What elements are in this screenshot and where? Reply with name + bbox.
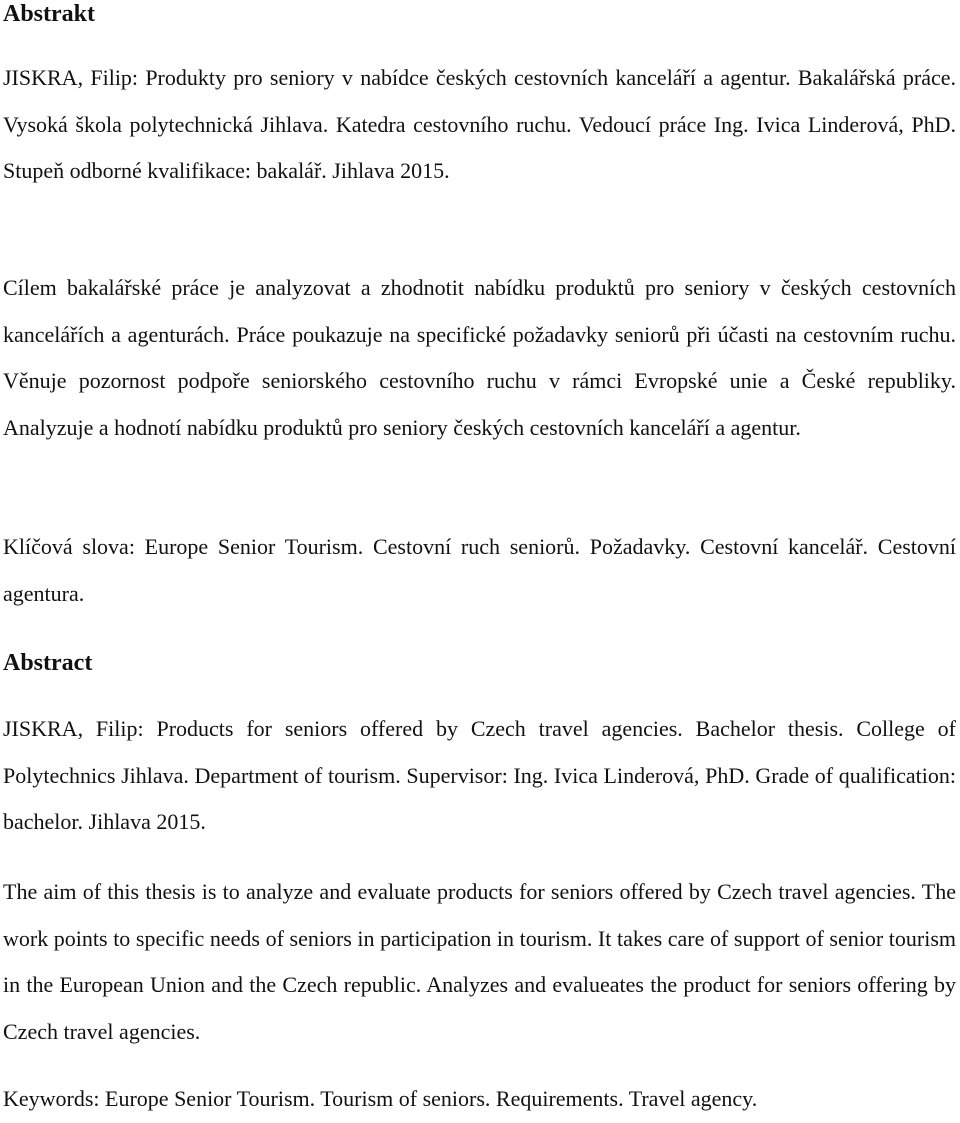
czech-citation: JISKRA, Filip: Produkty pro seniory v nabídce českých cestovních kanceláří a agentur. Bakalářská práce. Vysoká škola polytechnická Jihlava. Katedra cestovního ruchu. Vedoucí práce Ing. Ivica Linderová, PhD. Stupeň odborné kvalifikace: bakalář. Jihlava 2015. [3, 65, 956, 183]
english-heading: Abstract [3, 650, 93, 676]
czech-heading: Abstrakt [3, 1, 96, 27]
czech-abstract-text: Cílem bakalářské práce je analyzovat a zhodnotit nabídku produktů pro seniory v českých cestovních kancelářích a agenturách. Práce poukazuje na specifické požadavky seniorů při účasti na cestovním ruchu. Věnuje pozornost podpoře seniorského cestovního ruchu v rámci Evropské unie a České republiky. Analyzuje a hodnotí nabídku produktů pro seniory českých cestovních kanceláří a agentur. [3, 275, 956, 440]
english-abstract-text: The aim of this thesis is to analyze and evaluate products for seniors offered by Czech travel agencies. The work points to specific needs of seniors in participation in tourism. It takes care of support of senior tourism in the European Union and the Czech republic. Analyzes and evalueates the product for seniors offering by Czech travel agencies. [3, 879, 956, 1044]
english-citation: JISKRA, Filip: Products for seniors offered by Czech travel agencies. Bachelor thesis. College of Polytechnics Jihlava. Department of tourism. Supervisor: Ing. Ivica Linderová, PhD. Grade of qualification: bachelor. Jihlava 2015. [3, 716, 956, 834]
english-keywords: Keywords: Europe Senior Tourism. Tourism of seniors. Requirements. Travel agency. [3, 1086, 758, 1111]
czech-keywords: Klíčová slova: Europe Senior Tourism. Cestovní ruch seniorů. Požadavky. Cestovní kancelář. Cestovní agentura. [3, 534, 956, 606]
